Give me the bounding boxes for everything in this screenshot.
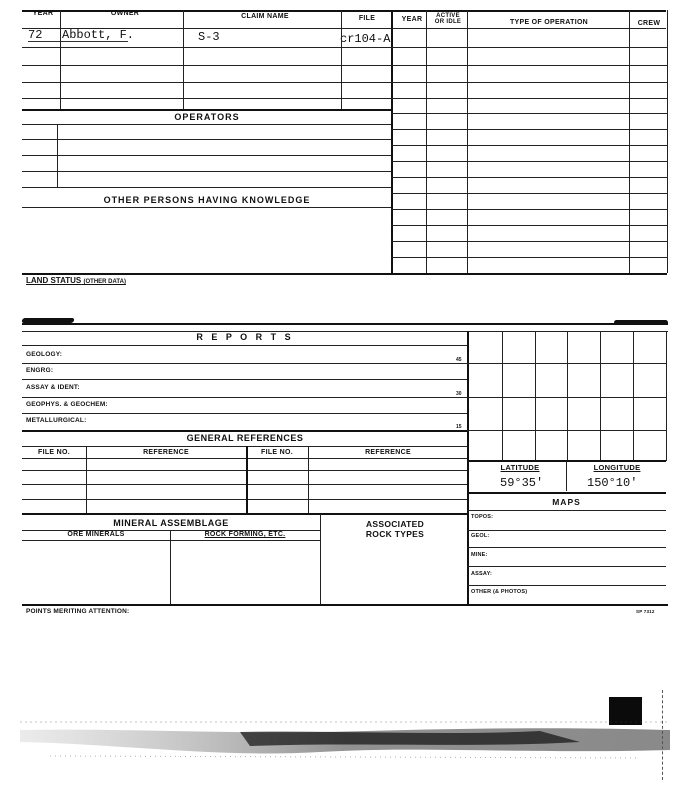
row-line	[22, 513, 468, 515]
row-line	[22, 207, 392, 208]
col-line	[170, 530, 171, 604]
grid-line	[502, 331, 503, 461]
bottom-rule	[22, 604, 668, 606]
grid-line	[535, 331, 536, 461]
col-line	[86, 446, 87, 513]
row-line	[22, 470, 468, 471]
row-line	[467, 530, 666, 531]
col-line	[320, 514, 321, 604]
ref-header-reference-1: REFERENCE	[143, 449, 189, 456]
row-line	[22, 484, 468, 485]
col-line	[629, 10, 630, 273]
maps-topos: TOPOS:	[471, 514, 494, 520]
longitude-label: LONGITUDE	[593, 463, 641, 472]
land-status-subtext: (OTHER DATA)	[83, 279, 126, 285]
grid-line	[467, 430, 666, 431]
row-line	[467, 566, 666, 567]
row-line	[391, 257, 667, 258]
land-status-label	[26, 276, 126, 285]
row-line	[22, 363, 468, 364]
grid-line	[467, 397, 666, 398]
form-code: SP 7312	[636, 609, 655, 614]
associated-line2: ROCK TYPES	[365, 529, 425, 539]
row-line	[22, 499, 468, 500]
maps-title: MAPS	[552, 497, 581, 507]
header-owner: OWNER	[110, 10, 140, 17]
entry-year: 72	[28, 28, 43, 42]
row-line	[391, 47, 667, 48]
header-year: YEAR	[32, 10, 54, 17]
grid-line	[567, 331, 568, 461]
land-status-text: LAND STATUS	[26, 276, 82, 285]
row-line	[22, 47, 392, 48]
associated-line1: ASSOCIATED	[365, 519, 425, 529]
entry-underline	[28, 41, 128, 42]
row-line	[22, 458, 468, 459]
row-line	[22, 155, 392, 156]
row-line	[22, 345, 468, 346]
report-assay-label: ASSAY & IDENT:	[26, 384, 80, 391]
row-line	[22, 187, 392, 188]
report-metallurgical-num: 15	[456, 424, 462, 430]
row-line	[467, 510, 666, 511]
col-line	[183, 10, 184, 109]
reports-title: R E P O R T S	[196, 332, 294, 342]
grid-line	[633, 331, 634, 461]
col-line	[426, 10, 427, 273]
col-line	[391, 10, 393, 273]
header-year-2: YEAR	[401, 16, 423, 23]
operators-title: OPERATORS	[174, 112, 240, 122]
report-engrg-label: ENGRG:	[26, 367, 54, 374]
row-line	[22, 446, 468, 447]
row-line	[22, 139, 392, 140]
entry-owner: Abbott, F.	[62, 28, 135, 42]
ref-header-file-1: FILE NO.	[38, 449, 70, 456]
maps-assay: ASSAY:	[471, 571, 493, 577]
header-active-line2: OR IDLE	[434, 19, 462, 25]
maps-other: OTHER (& PHOTOS)	[471, 589, 528, 595]
mineral-header-ore: ORE MINERALS	[67, 531, 125, 538]
col-line	[667, 10, 668, 273]
row-line	[391, 193, 667, 194]
grid-line	[600, 331, 601, 461]
row-line	[391, 129, 667, 130]
row-line	[22, 82, 392, 83]
row-line	[22, 98, 392, 99]
row-line	[22, 540, 320, 541]
header-active-idle	[428, 13, 468, 25]
maps-mine: MINE:	[471, 552, 488, 558]
general-references-title: GENERAL REFERENCES	[186, 433, 304, 443]
col-line	[341, 10, 342, 109]
row-line	[22, 171, 392, 172]
col-line	[308, 446, 309, 513]
col-line	[467, 10, 468, 273]
row-line	[391, 241, 667, 242]
row-line	[391, 209, 667, 210]
mineral-assemblage-title: MINERAL ASSEMBLAGE	[113, 518, 229, 528]
row-line	[22, 413, 468, 414]
reports-top-rule	[22, 323, 668, 325]
row-line	[391, 225, 667, 226]
report-geology-label: GEOLOGY:	[26, 351, 63, 358]
scan-noise-strip	[20, 712, 670, 772]
ref-header-file-2: FILE NO.	[261, 449, 293, 456]
row-line	[22, 124, 392, 125]
col-line	[467, 331, 469, 604]
latitude-value: 59°35'	[500, 476, 544, 490]
row-line	[391, 82, 667, 83]
header-file: FILE	[358, 15, 376, 22]
row-line	[467, 492, 666, 494]
row-line	[467, 547, 666, 548]
grid-line	[666, 331, 667, 461]
col-line	[246, 446, 248, 513]
row-line	[467, 585, 666, 586]
row-line	[391, 98, 667, 99]
ref-header-reference-2: REFERENCE	[365, 449, 411, 456]
other-persons-title: OTHER PERSONS HAVING KNOWLEDGE	[103, 195, 311, 205]
report-assay-num: 30	[456, 391, 462, 397]
col-line	[57, 124, 58, 187]
row-line	[391, 145, 667, 146]
points-meriting-attention: POINTS MERITING ATTENTION:	[26, 608, 130, 615]
row-line	[391, 65, 667, 66]
col-line	[60, 10, 61, 109]
report-metallurgical-label: METALLURGICAL:	[26, 417, 87, 424]
maps-geol: GEOL:	[471, 533, 490, 539]
row-line	[22, 430, 468, 432]
row-line	[22, 65, 392, 66]
header-type-of-operation: TYPE OF OPERATION	[509, 19, 589, 26]
entry-file: cr104-A	[340, 32, 391, 46]
longitude-value: 150°10'	[587, 476, 638, 490]
header-active-line1: ACTIVE	[436, 13, 460, 19]
latitude-label: LATITUDE	[500, 463, 540, 472]
report-geophys-label: GEOPHYS. & GEOCHEM:	[26, 401, 108, 408]
grid-line	[467, 363, 666, 364]
header-claim-name: CLAIM NAME	[241, 13, 289, 20]
scan-edge-line	[662, 690, 663, 780]
row-line	[22, 379, 468, 380]
row-line	[391, 113, 667, 114]
report-geology-num: 45	[456, 357, 462, 363]
entry-claim-name: S-3	[198, 30, 220, 44]
row-line	[22, 109, 392, 111]
mineral-header-rock: ROCK FORMING, ETC.	[204, 531, 286, 538]
row-line	[391, 177, 667, 178]
row-line	[22, 397, 468, 398]
col-line	[566, 461, 567, 491]
row-line	[391, 161, 667, 162]
header-crew: CREW	[637, 20, 661, 27]
associated-rock-types-title	[322, 519, 468, 539]
bottom-rule	[22, 273, 667, 275]
